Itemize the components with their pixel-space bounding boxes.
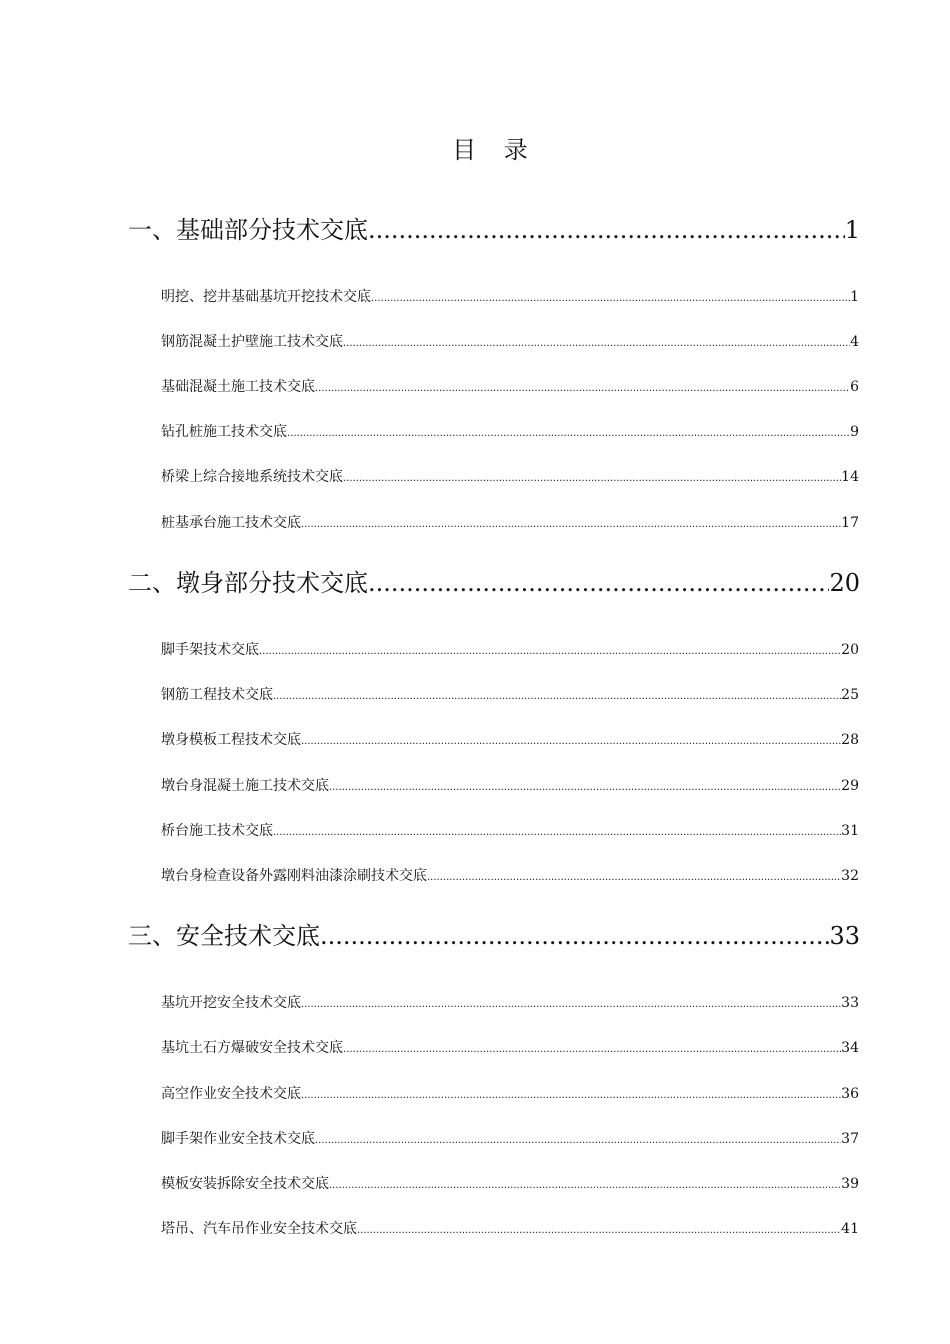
toc-entry[interactable] — [161, 286, 859, 308]
dot-leader — [259, 646, 841, 657]
toc-section-1[interactable] — [128, 210, 860, 250]
toc-entry-title: 脚手架技术交底 — [161, 642, 259, 658]
dot-leader — [301, 999, 841, 1010]
dot-leader — [329, 782, 841, 793]
toc-entry[interactable] — [161, 1218, 859, 1240]
dot-leader — [315, 383, 850, 394]
toc-section-2[interactable] — [128, 563, 860, 603]
toc-page-number: 34 — [841, 1040, 859, 1056]
toc-entry-title: 钻孔桩施工技术交底 — [161, 424, 287, 440]
toc-entry-title: 墩身模板工程技术交底 — [161, 732, 301, 748]
toc-entry-title: 桥梁上综合接地系统技术交底 — [161, 469, 343, 485]
dot-leader — [273, 691, 841, 702]
toc-entry-title: 高空作业安全技术交底 — [161, 1086, 301, 1102]
toc-title: 目 录 — [452, 136, 538, 164]
toc-entry[interactable] — [161, 466, 859, 488]
dot-leader — [301, 1090, 841, 1101]
dot-leader — [427, 872, 841, 883]
toc-page-number: 37 — [841, 1131, 859, 1147]
toc-entry-title: 基坑开挖安全技术交底 — [161, 995, 301, 1011]
toc-entry[interactable] — [161, 992, 859, 1014]
dot-leader — [371, 293, 850, 304]
toc-page-number: 41 — [841, 1221, 859, 1237]
toc-entry[interactable] — [161, 1083, 859, 1105]
toc-entry[interactable] — [161, 376, 859, 398]
toc-page-number: 31 — [841, 823, 859, 839]
toc-entry-title: 桩基承台施工技术交底 — [161, 515, 301, 531]
dot-leader — [343, 1044, 841, 1055]
dot-leader — [343, 338, 850, 349]
toc-section-3[interactable] — [128, 916, 860, 956]
toc-entry[interactable] — [161, 512, 859, 534]
dot-leader — [368, 216, 845, 244]
toc-entry-title: 钢筋工程技术交底 — [161, 687, 273, 703]
toc-entry[interactable] — [161, 331, 859, 353]
toc-page-number: 9 — [850, 424, 859, 440]
toc-entry[interactable] — [161, 820, 859, 842]
toc-page-number: 32 — [841, 868, 859, 884]
toc-page-number: 33 — [829, 922, 860, 950]
toc-section-title: 一、基础部分技术交底 — [128, 216, 368, 244]
toc-entry-title: 基础混凝土施工技术交底 — [161, 379, 315, 395]
toc-section-title: 三、安全技术交底 — [128, 922, 320, 950]
toc-entry[interactable] — [161, 1037, 859, 1059]
toc-page-number: 17 — [841, 515, 859, 531]
toc-entry[interactable] — [161, 1128, 859, 1150]
dot-leader — [315, 1135, 841, 1146]
dot-leader — [301, 736, 841, 747]
toc-entry-title: 墩台身混凝土施工技术交底 — [161, 778, 329, 794]
dot-leader — [343, 473, 841, 484]
dot-leader — [320, 922, 829, 950]
toc-section-title: 二、墩身部分技术交底 — [128, 569, 368, 597]
toc-page-number: 29 — [841, 778, 859, 794]
toc-entry-title: 墩台身检查设备外露刚料油漆涂刷技术交底 — [161, 868, 427, 884]
dot-leader — [301, 519, 841, 530]
toc-entry-title: 桥台施工技术交底 — [161, 823, 273, 839]
toc-entry[interactable] — [161, 1173, 859, 1195]
toc-page-number: 20 — [841, 642, 859, 658]
toc-entry[interactable] — [161, 775, 859, 797]
toc-entry[interactable] — [161, 684, 859, 706]
toc-page-number: 4 — [850, 334, 859, 350]
toc-page-number: 6 — [850, 379, 859, 395]
toc-page-number: 33 — [841, 995, 859, 1011]
toc-page-number: 14 — [841, 469, 859, 485]
toc-entry-title: 明挖、挖井基础基坑开挖技术交底 — [161, 289, 371, 305]
dot-leader — [329, 1180, 841, 1191]
dot-leader — [368, 569, 829, 597]
dot-leader — [357, 1225, 841, 1236]
toc-entry-title: 塔吊、汽车吊作业安全技术交底 — [161, 1221, 357, 1237]
dot-leader — [273, 827, 841, 838]
toc-entry[interactable] — [161, 639, 859, 661]
toc-entry[interactable] — [161, 421, 859, 443]
toc-entry-title: 脚手架作业安全技术交底 — [161, 1131, 315, 1147]
toc-entry-title: 钢筋混凝土护壁施工技术交底 — [161, 334, 343, 350]
toc-page-number: 1 — [844, 216, 860, 244]
toc-page-number: 25 — [841, 687, 859, 703]
toc-page-number: 28 — [841, 732, 859, 748]
toc-page-number: 1 — [850, 289, 859, 305]
toc-page-number: 39 — [841, 1176, 859, 1192]
toc-entry[interactable] — [161, 729, 859, 751]
dot-leader — [287, 428, 850, 439]
toc-page-number: 20 — [829, 569, 860, 597]
toc-entry[interactable] — [161, 865, 859, 887]
toc-entry-title: 模板安装拆除安全技术交底 — [161, 1176, 329, 1192]
toc-page-number: 36 — [841, 1086, 859, 1102]
toc-entry-title: 基坑土石方爆破安全技术交底 — [161, 1040, 343, 1056]
